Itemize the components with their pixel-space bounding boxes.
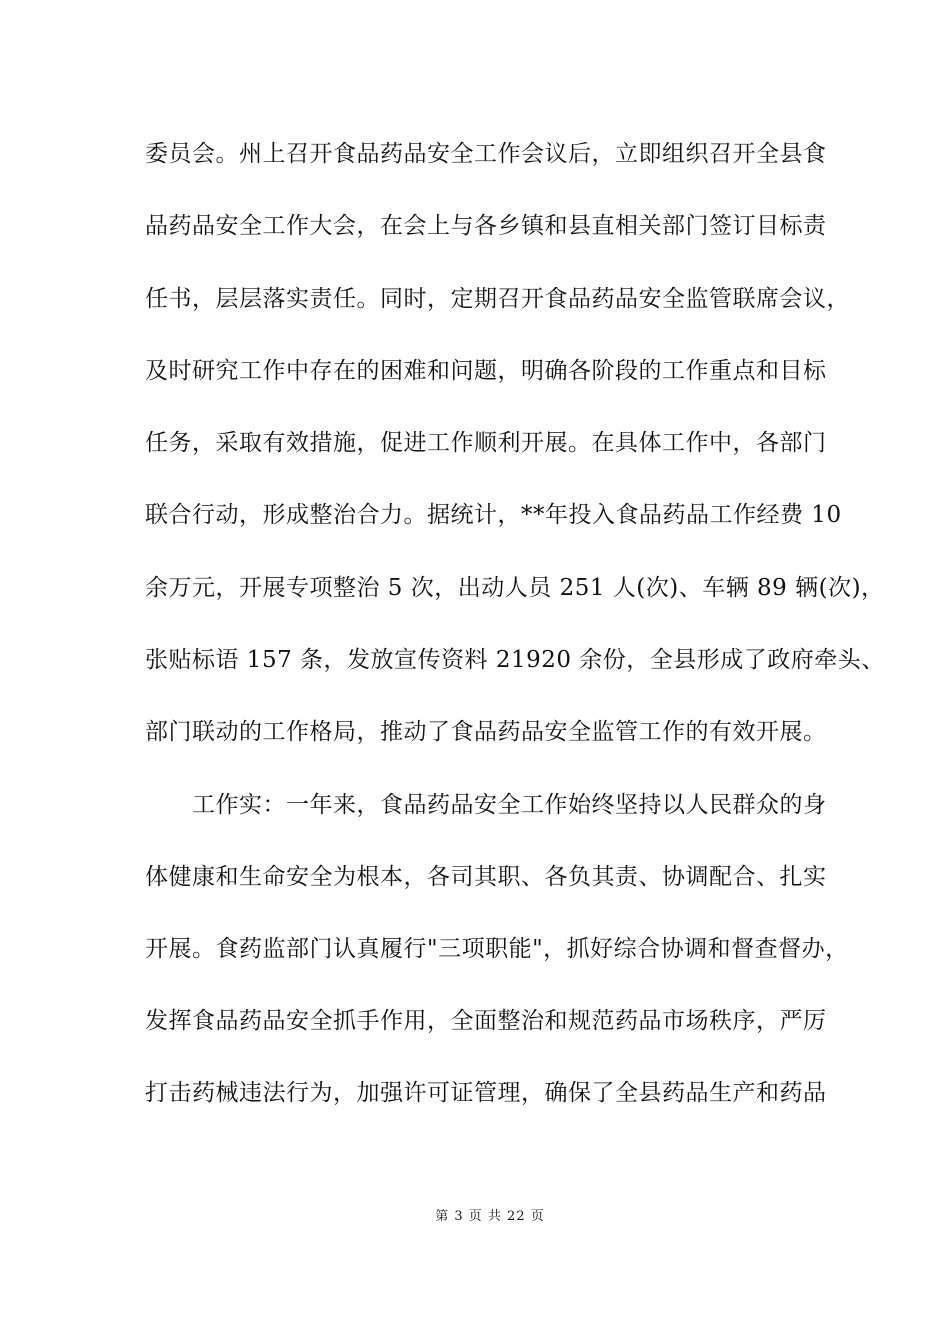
paragraph-line: 及时研究工作中存在的困难和问题，明确各阶段的工作重点和目标 <box>145 358 827 384</box>
page-number: 第 3 页 共 22 页 <box>435 1209 545 1224</box>
paragraph-line: 体健康和生命安全为根本，各司其职、各负其责、协调配合、扎实 <box>145 864 827 890</box>
paragraph-line: 任务，采取有效措施，促进工作顺利开展。在具体工作中，各部门 <box>145 430 827 456</box>
paragraph-line: 工作实：一年来，食品药品安全工作始终坚持以人民群众的身 <box>192 792 827 818</box>
paragraph-line: 打击药械违法行为，加强许可证管理，确保了全县药品生产和药品 <box>145 1080 827 1106</box>
paragraph-line: 发挥食品药品安全抓手作用，全面整治和规范药品市场秩序，严厉 <box>145 1008 827 1034</box>
paragraph-line: 余万元，开展专项整治 5 次，出动人员 251 人(次)、车辆 89 辆(次)， <box>145 575 885 601</box>
paragraph-line: 任书，层层落实责任。同时，定期召开食品药品安全监管联席会议， <box>145 286 850 312</box>
paragraph-line: 开展。食药监部门认真履行"三项职能"，抓好综合协调和督查督办， <box>145 936 849 962</box>
paragraph-line: 联合行动，形成整治合力。据统计，**年投入食品药品工作经费 10 <box>145 502 842 528</box>
paragraph-line: 张贴标语 157 条，发放宣传资料 21920 余份，全县形成了政府牵头、 <box>145 647 885 673</box>
paragraph-line: 部门联动的工作格局，推动了食品药品安全监管工作的有效开展。 <box>145 719 827 745</box>
paragraph-line: 品药品安全工作大会，在会上与各乡镇和县直相关部门签订目标责 <box>145 213 827 239</box>
paragraph-line: 委员会。州上召开食品药品安全工作会议后，立即组织召开全县食 <box>145 141 827 167</box>
